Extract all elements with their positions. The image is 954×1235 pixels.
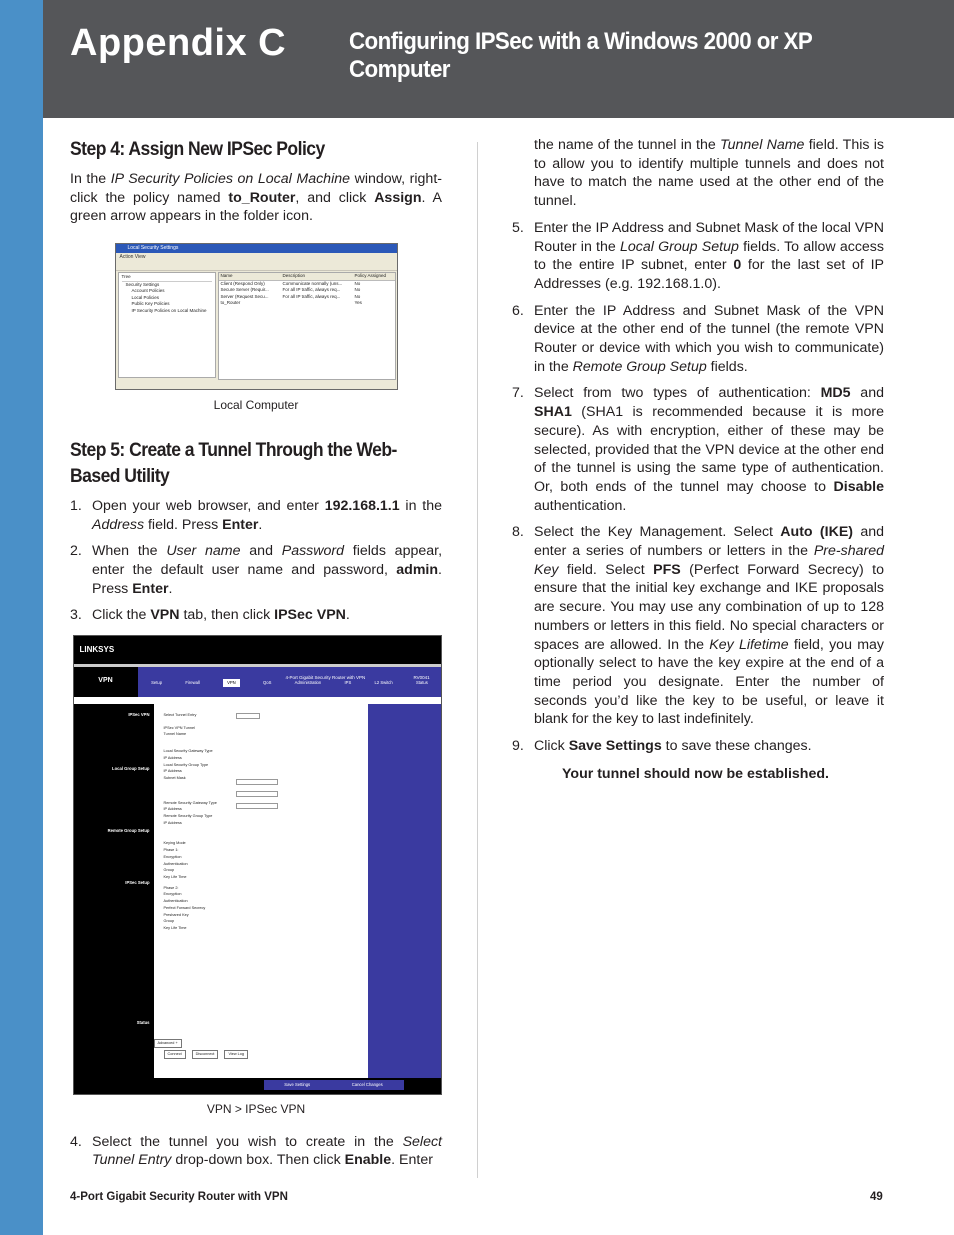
help-panel — [368, 704, 441, 1078]
linksys-logo: LINKSYS — [79, 645, 115, 655]
tab-setup[interactable]: Setup — [151, 680, 163, 686]
step4-heading: Step 4: Assign New IPSec Policy — [70, 138, 325, 160]
list-item-6: 6. Enter the IP Address and Subnet Mask of the VPN device at the other end of the tunnel (the remote VPN Router or device with which you wish to communicate) in the Remote Group Setup fields. — [512, 302, 884, 375]
view-log-button[interactable]: View Log — [224, 1050, 248, 1059]
final-note: Your tunnel should now be established. — [562, 765, 829, 782]
list-item-3: 3. Click the VPN tab, then click IPSec VPN. — [70, 607, 350, 624]
connect-button[interactable]: Connect — [164, 1050, 186, 1059]
list-item-9: 9. Click Save Settings to save these changes. — [512, 738, 812, 755]
section-label: VPN — [74, 667, 138, 697]
list-item-8: 8. Select the Key Management. Select Auto (IKE) and enter a series of numbers or letters in the Pre-shared Key field. Select PFS (Perfect Forward Secrecy) to ensure that the initial key exchange and IKE proposals are secure. You may use any combination of up to 128 numbers or letters in this field. No special characters or spaces are allowed. In the Key Lifetime field, you may optionally select to have the key expire at the end of a time period you designate. Enter the number of seconds you’d like the key to be useful, or leave it blank for the key to last indefinitely. — [512, 524, 884, 728]
left-color-bar — [0, 0, 43, 1235]
tab-firewall[interactable]: Firewall — [185, 680, 200, 686]
window-menu: Action View — [119, 254, 146, 261]
tab-status[interactable]: Status — [415, 680, 428, 686]
product-label: 4-Port Gigabit Security Router with VPN — [285, 675, 366, 681]
save-settings-button[interactable]: Save Settings — [284, 1082, 311, 1088]
tree-pane: Tree Security Settings Account Policies Local Policies Public Key Policies IP Security Policies on Local Machine — [118, 272, 216, 378]
settings-sidebar: IPSec VPN Local Group Setup Remote Group Setup IPSec Setup Status — [74, 704, 154, 1078]
list-item-1: 1. Open your web browser, and enter 192.168.1.1 in the Address field. Press Enter. — [70, 497, 442, 533]
column-divider — [477, 142, 478, 1178]
window-title: Local Security Settings — [116, 244, 397, 253]
tab-ips[interactable]: IPS — [344, 680, 352, 686]
tab-qos[interactable]: QoS — [263, 680, 272, 686]
form-buttons — [154, 1039, 182, 1048]
page-number: 49 — [870, 1191, 883, 1203]
appendix-title: Appendix C — [70, 22, 287, 64]
list-item-4: 4. Select the tunnel you wish to create in the Select Tunnel Entry drop-down box. Then click Enable. Enter — [70, 1133, 442, 1169]
save-bar — [264, 1080, 404, 1090]
ipsec-vpn-screenshot — [72, 635, 441, 1095]
settings-form: Select Tunnel Entry IPSec VPN Tunnel Tunnel Name Local Security Gateway Type IP Address Local Security Group Type IP Address Subnet Mask Remote Security Gateway Type IP Address Remote Security Group Type IP Address Keying Mode Phase 1: Encryption Authentication Group Key Life Time Phase 2: Encryption Authentication Perfect Forward Secrecy Preshared Key Group Key Life Time Advanced + Connect Disconnect View Log — [154, 704, 368, 1078]
figure2-caption: VPN > IPSec VPN — [206, 1102, 306, 1117]
list-item-2: 2. When the User name and Password fields appear, enter the default user name and password, admin. Press Enter. — [70, 543, 443, 597]
list-item-5: 5. Enter the IP Address and Subnet Mask of the local VPN Router in the Local Group Setup fields. To allow access to the entire IP subnet, enter 0 for the last set of IP Addresses (e.g. 192.168.1.0). — [512, 219, 884, 292]
left-column — [70, 136, 442, 1170]
tab-vpn[interactable]: VPN — [223, 679, 240, 687]
model-label: RV0041 — [413, 675, 430, 681]
tab-l2-switch[interactable]: L2 Switch — [374, 680, 393, 686]
right-column — [512, 136, 884, 784]
figure1-caption: Local Computer — [213, 398, 299, 413]
list-pane: Name Description Policy Assigned Client (Respond Only) Communicate normally (uns... No Secure Server (Requir... For all IP traffic, always req... No Server (Request Secu... For all IP traffic, always req... No to_Router Yes — [218, 272, 396, 380]
local-computer-screenshot — [115, 243, 398, 390]
advanced-button[interactable]: Advanced + — [154, 1039, 182, 1048]
disconnect-button[interactable]: Disconnect — [192, 1050, 219, 1059]
footer-product: 4-Port Gigabit Security Router with VPN — [70, 1191, 288, 1203]
window-toolbar — [116, 261, 397, 271]
step4-paragraph: In the IP Security Policies on Local Machine window, right-click the policy named to_Router, and click Assign. A green arrow appears in the folder icon. — [70, 171, 442, 225]
chapter-title: Configuring IPSec with a Windows 2000 or XP Computer — [349, 28, 812, 83]
tab-row — [140, 679, 440, 687]
list-item-4-continued: the name of the tunnel in the Tunnel Name field. This is to allow you to identify multiple tunnels and does not have to match the name used at the other end of the tunnel. — [534, 137, 884, 210]
cancel-changes-button[interactable]: Cancel Changes — [351, 1082, 383, 1088]
step5-heading: Step 5: Create a Tunnel Through the Web-Based Utility — [70, 438, 397, 487]
list-item-7: 7. Select from two types of authentication: MD5 and SHA1 (SHA1 is recommended because it is more secure). As with encryption, either of these may be selected, provided that the VPN device at the other end of the tunnel is using the same type of authentication. Or, both ends of the tunnel may choose to Disable authentication. — [512, 385, 884, 514]
tab-administration[interactable]: Administration — [294, 680, 322, 686]
